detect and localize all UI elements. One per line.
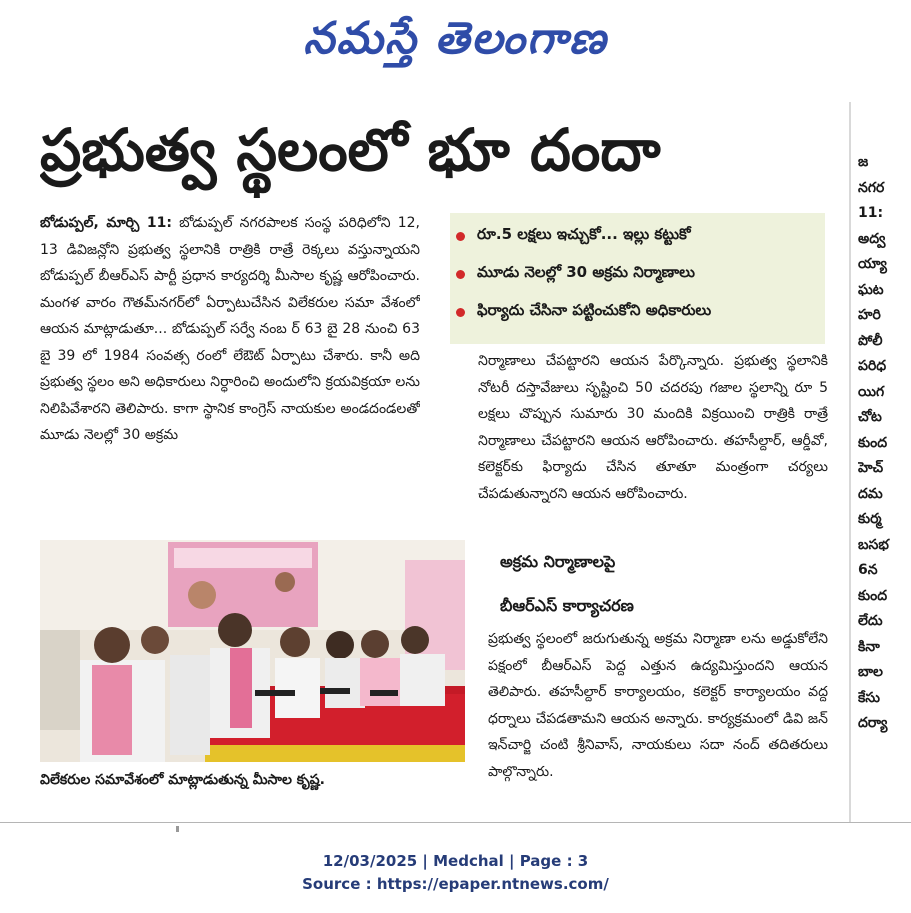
highlight-text: రూ.5 లక్షలు ఇచ్చుకో... ఇల్లు కట్టుకో: [477, 225, 691, 243]
highlights-box: [450, 213, 825, 344]
footer-source-line: Source : https://epaper.ntnews.com/: [302, 875, 609, 893]
highlight-item: [450, 293, 825, 331]
subheading-1: అక్రమ నిర్మాణాలపై: [500, 552, 616, 571]
press-meet-photo: [40, 540, 465, 762]
column-2-text: నిర్మాణాలు చేపట్టారని ఆయన పేర్కొన్నారు. ప్రభుత్వ స్థలానికి నోటరీ దస్తావేజులు సృష్టించి 50 చదరపు గజాల స్థలాన్ని రూ 5 లక్షలు చొప్పున సుమారు 30 మందికి విక్రయించి రాత్రికి రాత్రే నిర్మాణాలు చేపట్టారని ఆయన ఆరోపించారు. తహసీల్దార్, ఆర్డీవో, కలెక్టర్‌కు ఫిర్యాదు చేసిన తూతూ మంత్రంగా చర్యలు చేపడుతున్నారని ఆయన ఆరోపించారు.: [478, 353, 828, 502]
column-divider: [849, 102, 851, 822]
column-1-text: బోడుప్పల్ నగరపాలక సంస్థ పరిధిలోని 12, 13 డివిజన్లోని ప్రభుత్వ స్థలానికి రాత్రికి రాత్రే రెక్కలు వస్తున్నాయని బోడుప్పల్ బీఆర్ఎస్ పార్టీ ప్రధాన కార్యదర్శి మీసాల కృష్ణ ఆరోపించారు. మంగళ వారం గౌతమ్‌నగర్‌లో ఏర్పాటుచేసిన విలేకరుల సమా వేశంలో ఆయన మాట్లాడుతూ... బోడుప్పల్ సర్వే నంబ ర్ 63 బై 28 నుంచి 63 బై 39 లో 1984 సంవత్స రంలో లేఔట్ ఏర్పాటు చేశారు. కానీ అది ప్రభుత్వ స్థలం అని అధికారులు నిర్ధారించి అందులోని క్రయవిక్రయా లను నిలిపివేశారని తెలిపారు. కాగా స్థానిక కాంగ్రెస్ నాయకుల అండదండలతో మూడు నెలల్లో 30 అక్రమ: [40, 215, 420, 443]
subheading-2: బీఆర్ఎస్ కార్యాచరణ: [500, 596, 634, 615]
newspaper-masthead: నమస్తే తెలంగాణ: [303, 13, 608, 64]
adjacent-article-fragment: జ నగర 11: అద్వ య్యా ఘట హరి పోలీ పరిధ యిగ చోట కుంద హెచ్ దమ కుర్మ బసభ 6న కుంద లేదు కినా బాల కేసు దర్యా: [858, 154, 889, 731]
photo-caption: విలేకరుల సమావేశంలో మాట్లాడుతున్న మీసాల కృష్ణ.: [40, 772, 325, 788]
footer-divider: [0, 822, 911, 823]
article-column-2: [478, 348, 828, 544]
highlight-item: [450, 217, 825, 255]
bullet-dot-icon: [456, 308, 465, 317]
article-headline: ప్రభుత్వ స్థలంలో భూ దందా: [40, 116, 661, 184]
article-column-3: [488, 626, 828, 826]
bullet-dot-icon: [456, 270, 465, 279]
highlight-text: మూడు నెలల్లో 30 అక్రమ నిర్మాణాలు: [477, 263, 695, 281]
footer-date-line: 12/03/2025 | Medchal | Page : 3: [322, 852, 589, 870]
photo-illustration: [40, 540, 465, 762]
highlight-item: [450, 255, 825, 293]
bullet-dot-icon: [456, 232, 465, 241]
dateline: బోడుప్పల్, మార్చి 11:: [40, 215, 172, 231]
divider-tick: [176, 826, 179, 832]
article-column-1: [40, 210, 420, 530]
column-3-text: ప్రభుత్వ స్థలంలో జరుగుతున్న అక్రమ నిర్మాణా లను అడ్డుకోలేని పక్షంలో బీఆర్ఎస్ పెద్ద ఎత్తున ఉద్యమిస్తుందని ఆయన తెలిపారు. తహసీల్దార్ కార్యాలయం, కలెక్టర్ కార్యాలయం వద్ద ధర్నాలు చేపడతామని ఆయన అన్నారు. కార్యక్రమంలో డివి జన్ ఇన్‌చార్జి చంటి శ్రీనివాస్, నాయకులు సదా నంద్ తదితరులు పాల్గొన్నారు.: [488, 631, 828, 780]
highlight-text: ఫిర్యాదు చేసినా పట్టించుకోని అధికారులు: [477, 301, 712, 319]
